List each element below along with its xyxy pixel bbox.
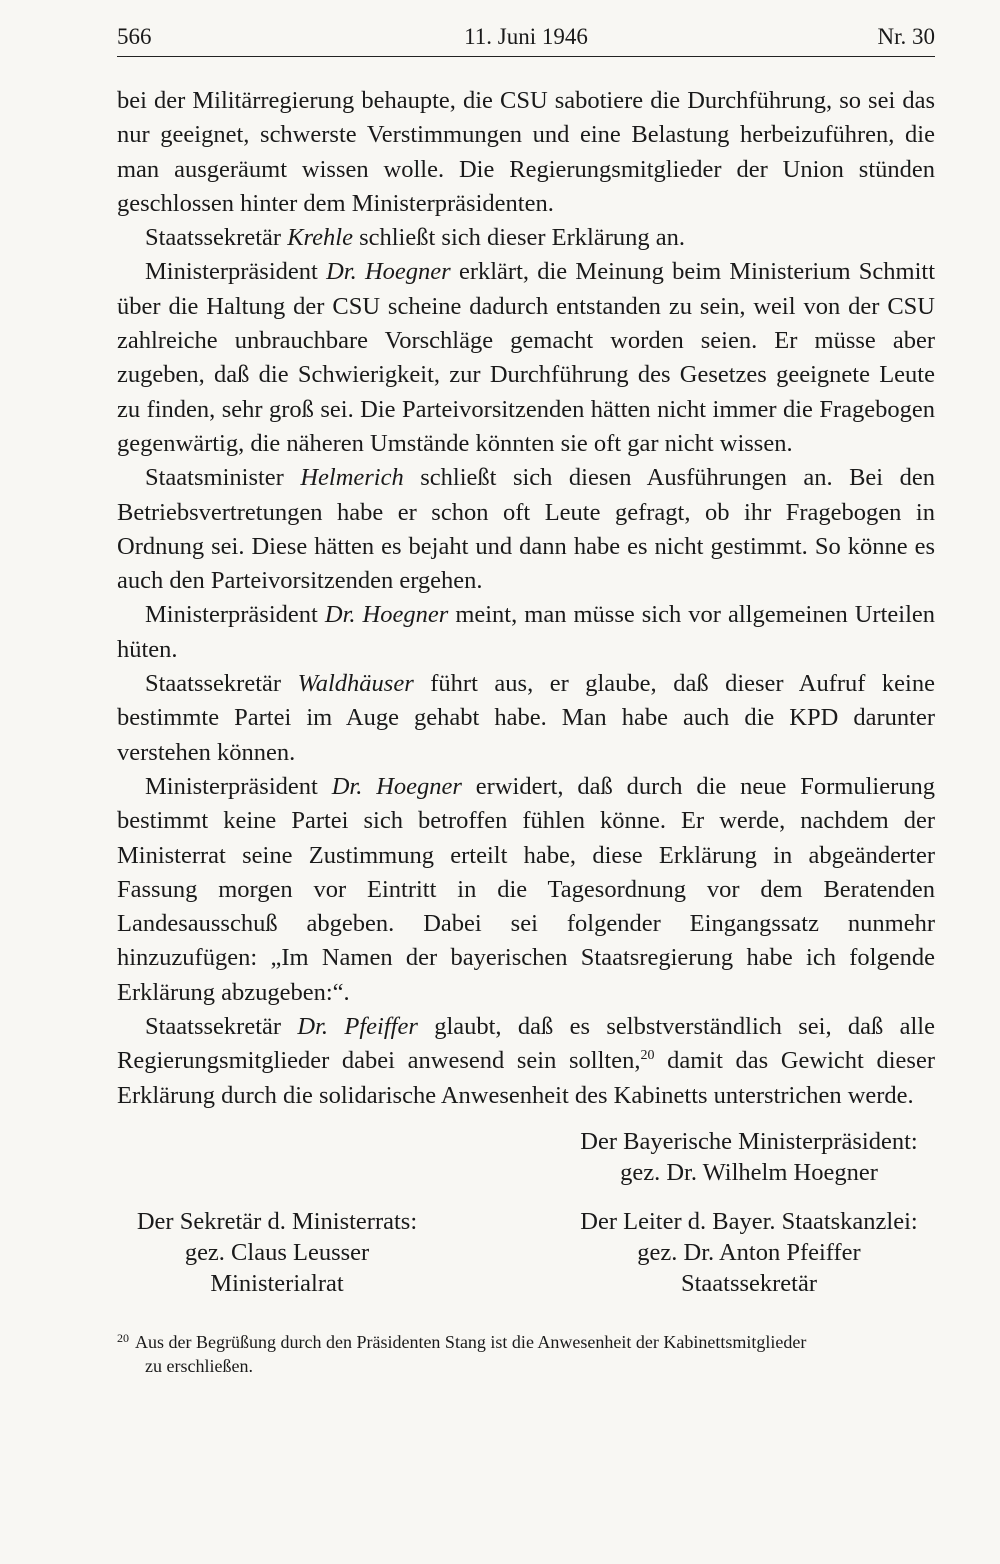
paragraph-7: Ministerpräsident Dr. Hoegner erwidert, daß durch die neue Formulierung bestimmt keine Partei sich betroffen fühlen könne. Er werde, nachdem der Ministerrat seine Zustimmung erteilt habe, diese Erklärung in abgeänderter Fassung morgen vor Eintritt in die Tagesordnung vor dem Beratenden Landesausschuß abgeben. Dabei sei folgender Eingangssatz nunmehr hinzuzufügen: „Im Namen der bayerischen Staatsregierung habe ich folgende Erklärung abzugeben:“. <box>117 772 935 1006</box>
signature-title: Der Sekretär d. Ministerrats: <box>136 1208 418 1235</box>
signature-name: gez. Dr. Wilhelm Hoegner <box>620 1159 878 1186</box>
paragraph-8: Staatssekretär Dr. Pfeiffer glaubt, daß es selbstverständlich sei, daß alle Regierungsmitglieder dabei anwesend sein sollten,$^{20}$ damit das Gewicht dieser Erklärung durch die solidarische Anwesenheit des Kabinetts unterstrichen werde. <box>117 1013 935 1109</box>
footnote-20 <box>117 1326 935 1378</box>
page-header <box>117 22 935 57</box>
paragraph-5: Ministerpräsident Dr. Hoegner meint, man müsse sich vor allgemeinen Urteilen hüten. <box>117 601 935 663</box>
signature-prime-minister <box>560 1126 938 1188</box>
signature-title: Der Leiter d. Bayer. Staatskanzlei: <box>580 1208 918 1235</box>
paragraph-1: bei der Militärregierung behaupte, die CSU sabotiere die Durchführung, so sei das nur geeignet, schwerste Verstimmungen und eine Belastung herbeizuführen, die man ausgeräumt wissen wolle. Die Regierungsmitglieder der Union stünden geschlossen hinter dem Ministerpräsidenten. <box>117 87 935 217</box>
body-text <box>117 84 935 1113</box>
page-number: 566 <box>117 24 152 49</box>
paragraph-4: Staatsminister Helmerich schließt sich diesen Ausführungen an. Bei den Betriebsvertretungen habe er schon oft Leute gefragt, ob ihr Fragebogen in Ordnung sei. Diese hätten es bejaht und dann habe es nicht gestimmt. So könne es auch den Parteivorsitzenden ergehen. <box>117 464 935 595</box>
speaker-name: Helmerich <box>300 464 404 492</box>
speaker-name: Dr. Hoegner <box>326 258 451 286</box>
signature-secretary <box>117 1206 437 1299</box>
paragraph-6: Staatssekretär Waldhäuser führt aus, er glaube, daß dieser Aufruf keine bestimmte Partei im Auge gehabt habe. Man habe auch die KPD darunter verstehen können. <box>117 670 935 766</box>
speaker-name: Waldhäuser <box>297 670 414 698</box>
signature-chancellery-head <box>560 1206 938 1299</box>
speaker-name: Dr. Hoegner <box>331 772 462 800</box>
footnote-number: 20 <box>117 1331 129 1345</box>
signature-rank: Staatssekretär <box>680 1270 818 1297</box>
footnote-text-line2: zu erschließen. <box>145 1356 253 1376</box>
speaker-name: Dr. Pfeiffer <box>297 1013 418 1041</box>
paragraph-3: Ministerpräsident Dr. Hoegner erklärt, die Meinung beim Ministerium Schmitt über die Haltung der CSU scheine dadurch entstanden zu sein, weil von der CSU zahlreiche unbrauchbare Vorschläge gemacht worden seien. Er müsse aber zugeben, daß die Schwierigkeit, zur Durchführung des Gesetzes geeignete Leute zu finden, sehr groß sei. Die Parteivorsitzenden hätten nicht immer die Fragebogen gegenwärtig, die näheren Umstände könnten sie oft gar nicht wissen. <box>117 258 935 457</box>
signature-title: Der Bayerische Ministerpräsident: <box>580 1128 918 1155</box>
signature-rank: Ministerialrat <box>210 1270 344 1297</box>
footnote-text-line1: Aus der Begrüßung durch den Präsidenten Stang ist die Anwesenheit der Kabinettsmitglieder <box>135 1332 807 1352</box>
header-date: 11. Juni 1946 <box>464 24 588 49</box>
signature-name: gez. Claus Leusser <box>184 1239 370 1266</box>
signature-name: gez. Dr. Anton Pfeiffer <box>637 1239 861 1266</box>
speaker-name: Krehle <box>287 224 353 252</box>
paragraph-2: Staatssekretär Krehle schließt sich dieser Erklärung an. <box>145 224 685 252</box>
footnote-ref: 20 <box>640 1048 655 1064</box>
document-number: Nr. 30 <box>877 24 935 49</box>
speaker-name: Dr. Hoegner <box>324 601 449 629</box>
